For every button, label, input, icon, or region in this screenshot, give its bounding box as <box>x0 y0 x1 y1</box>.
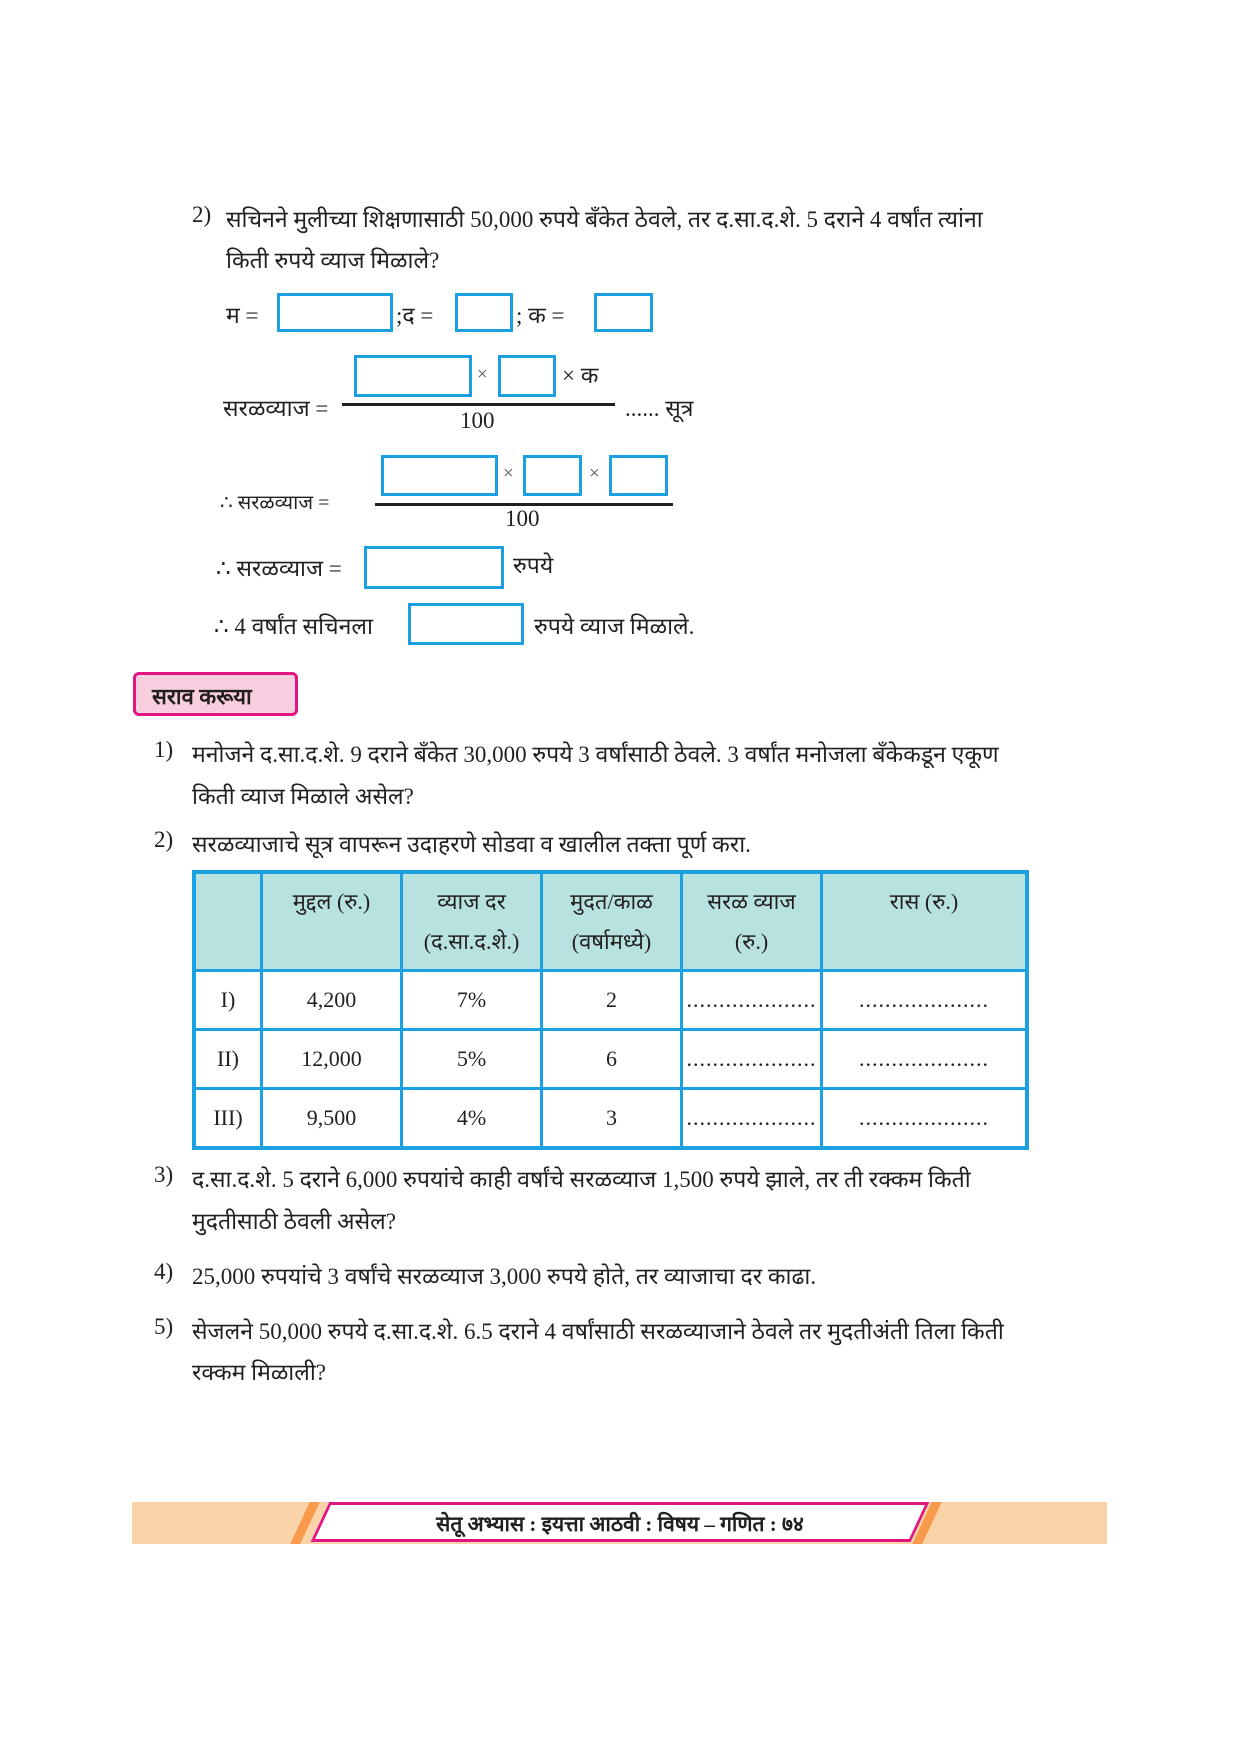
header-principal <box>262 872 402 971</box>
q2-line1: सरळव्याजाचे सूत्र वापरून उदाहरणे सोडवा व खालील तक्ता पूर्ण करा. <box>192 832 751 857</box>
practice-heading: सराव करूया <box>133 672 298 716</box>
denominator-100: 100 <box>460 408 495 433</box>
denominator-100: 100 <box>505 506 540 531</box>
final-answer-box[interactable] <box>408 603 524 645</box>
times-sign: × <box>477 364 488 385</box>
period-cell: 2 <box>542 971 682 1030</box>
header-simple-interest <box>682 872 822 971</box>
q5-line1: सेजलने 50,000 रुपये द.सा.द.शे. 6.5 दराने 4 वर्षांसाठी सरळव्याजाने ठेवले तर मुदतीअंती तिला किती <box>192 1319 1004 1344</box>
amount-blank-cell[interactable]: .................... <box>822 971 1028 1030</box>
row-label: III) <box>194 1089 262 1149</box>
row-label: II) <box>194 1030 262 1089</box>
substituted-p-box[interactable] <box>381 455 498 496</box>
header-text: रास (रु.) <box>889 889 959 914</box>
q3-line1: द.सा.द.शे. 5 दराने 6,000 रुपयांचे काही वर्षांचे सरळव्याज 1,500 रुपये झाले, तर ती रक्कम किती <box>192 1167 971 1192</box>
substituted-r-box[interactable] <box>523 455 582 496</box>
therefore-si-label: ∴ सरळव्याज = <box>220 492 330 514</box>
therefore-4yrs-label: ∴ 4 वर्षांत सचिनला <box>214 614 373 639</box>
m-label: म = <box>226 303 259 328</box>
header-amount <box>822 872 1028 971</box>
principal-cell: 9,500 <box>262 1089 402 1149</box>
principal-cell: 4,200 <box>262 971 402 1030</box>
period-cell: 6 <box>542 1030 682 1089</box>
header-cell <box>194 872 262 971</box>
example-text-line1: सचिनने मुलीच्या शिक्षणासाठी 50,000 रुपये बँकेत ठेवले, तर द.सा.द.शे. 5 दराने 4 वर्षांत त्यांना <box>226 207 983 232</box>
substituted-n-box[interactable] <box>609 455 668 496</box>
times-k: × क <box>562 363 599 388</box>
header-subtext: (द.सा.द.शे.) <box>423 929 520 954</box>
q4-number: 4) <box>154 1259 174 1284</box>
example-number: 2) <box>192 202 212 227</box>
rate-input-box[interactable] <box>455 293 513 332</box>
q1-line1: मनोजने द.सा.द.शे. 9 दराने बँकेत 30,000 रुपये 3 वर्षांसाठी ठेवले. 3 वर्षांत मनोजला बँकेकडून एकूण <box>192 742 999 767</box>
final-suffix: रुपये व्याज मिळाले. <box>534 614 695 639</box>
header-period <box>542 872 682 971</box>
si-blank-cell[interactable]: .................... <box>682 1089 822 1149</box>
header-subtext: (रु.) <box>734 929 769 954</box>
formula-p-box[interactable] <box>354 355 472 397</box>
si-label: सरळव्याज = <box>223 396 329 421</box>
q3-number: 3) <box>154 1162 174 1187</box>
table-row <box>194 1030 1027 1089</box>
header-text: सरळ व्याज <box>707 889 796 914</box>
times-sign: × <box>503 463 514 484</box>
rate-cell: 7% <box>402 971 542 1030</box>
header-rate <box>402 872 542 971</box>
rate-cell: 4% <box>402 1089 542 1149</box>
footer-text: सेतू अभ्यास : इयत्ता आठवी : विषय – गणित : ७४ <box>436 1512 804 1536</box>
table-row <box>194 971 1027 1030</box>
formula-note: ...... सूत्र <box>625 396 694 421</box>
si-blank-cell[interactable]: .................... <box>682 971 822 1030</box>
header-text: मुद्दल (रु.) <box>292 889 371 914</box>
table-header-row <box>194 872 1027 971</box>
amount-blank-cell[interactable]: .................... <box>822 1030 1028 1089</box>
formula-r-box[interactable] <box>498 355 556 397</box>
q3-line2: मुदतीसाठी ठेवली असेल? <box>192 1209 396 1234</box>
rupees-label: रुपये <box>513 553 554 578</box>
si-blank-cell[interactable]: .................... <box>682 1030 822 1089</box>
example-text-line2: किती रुपये व्याज मिळाले? <box>226 248 440 273</box>
fraction-line <box>342 403 615 406</box>
amount-blank-cell[interactable]: .................... <box>822 1089 1028 1149</box>
q5-number: 5) <box>154 1314 174 1339</box>
header-subtext: (वर्षामध्ये) <box>571 929 652 954</box>
q1-line2: किती व्याज मिळाले असेल? <box>192 784 414 809</box>
interest-table <box>192 870 1029 1150</box>
principal-input-box[interactable] <box>277 293 393 332</box>
period-cell: 3 <box>542 1089 682 1149</box>
k-label: ; क = <box>516 303 565 328</box>
therefore-si-label: ∴ सरळव्याज = <box>216 556 342 581</box>
d-label: ;द = <box>396 303 434 328</box>
q1-number: 1) <box>154 737 174 762</box>
principal-cell: 12,000 <box>262 1030 402 1089</box>
si-result-box[interactable] <box>364 546 504 589</box>
row-label: I) <box>194 971 262 1030</box>
header-text: मुदत/काळ <box>570 889 653 914</box>
header-text: व्याज दर <box>437 889 506 914</box>
times-sign: × <box>589 463 600 484</box>
rate-cell: 5% <box>402 1030 542 1089</box>
q5-line2: रक्कम मिळाली? <box>192 1360 327 1385</box>
time-input-box[interactable] <box>594 293 653 332</box>
q2-number: 2) <box>154 827 174 852</box>
table-row <box>194 1089 1027 1149</box>
q4-line1: 25,000 रुपयांचे 3 वर्षांचे सरळव्याज 3,000 रुपये होते, तर व्याजाचा दर काढा. <box>192 1264 817 1289</box>
